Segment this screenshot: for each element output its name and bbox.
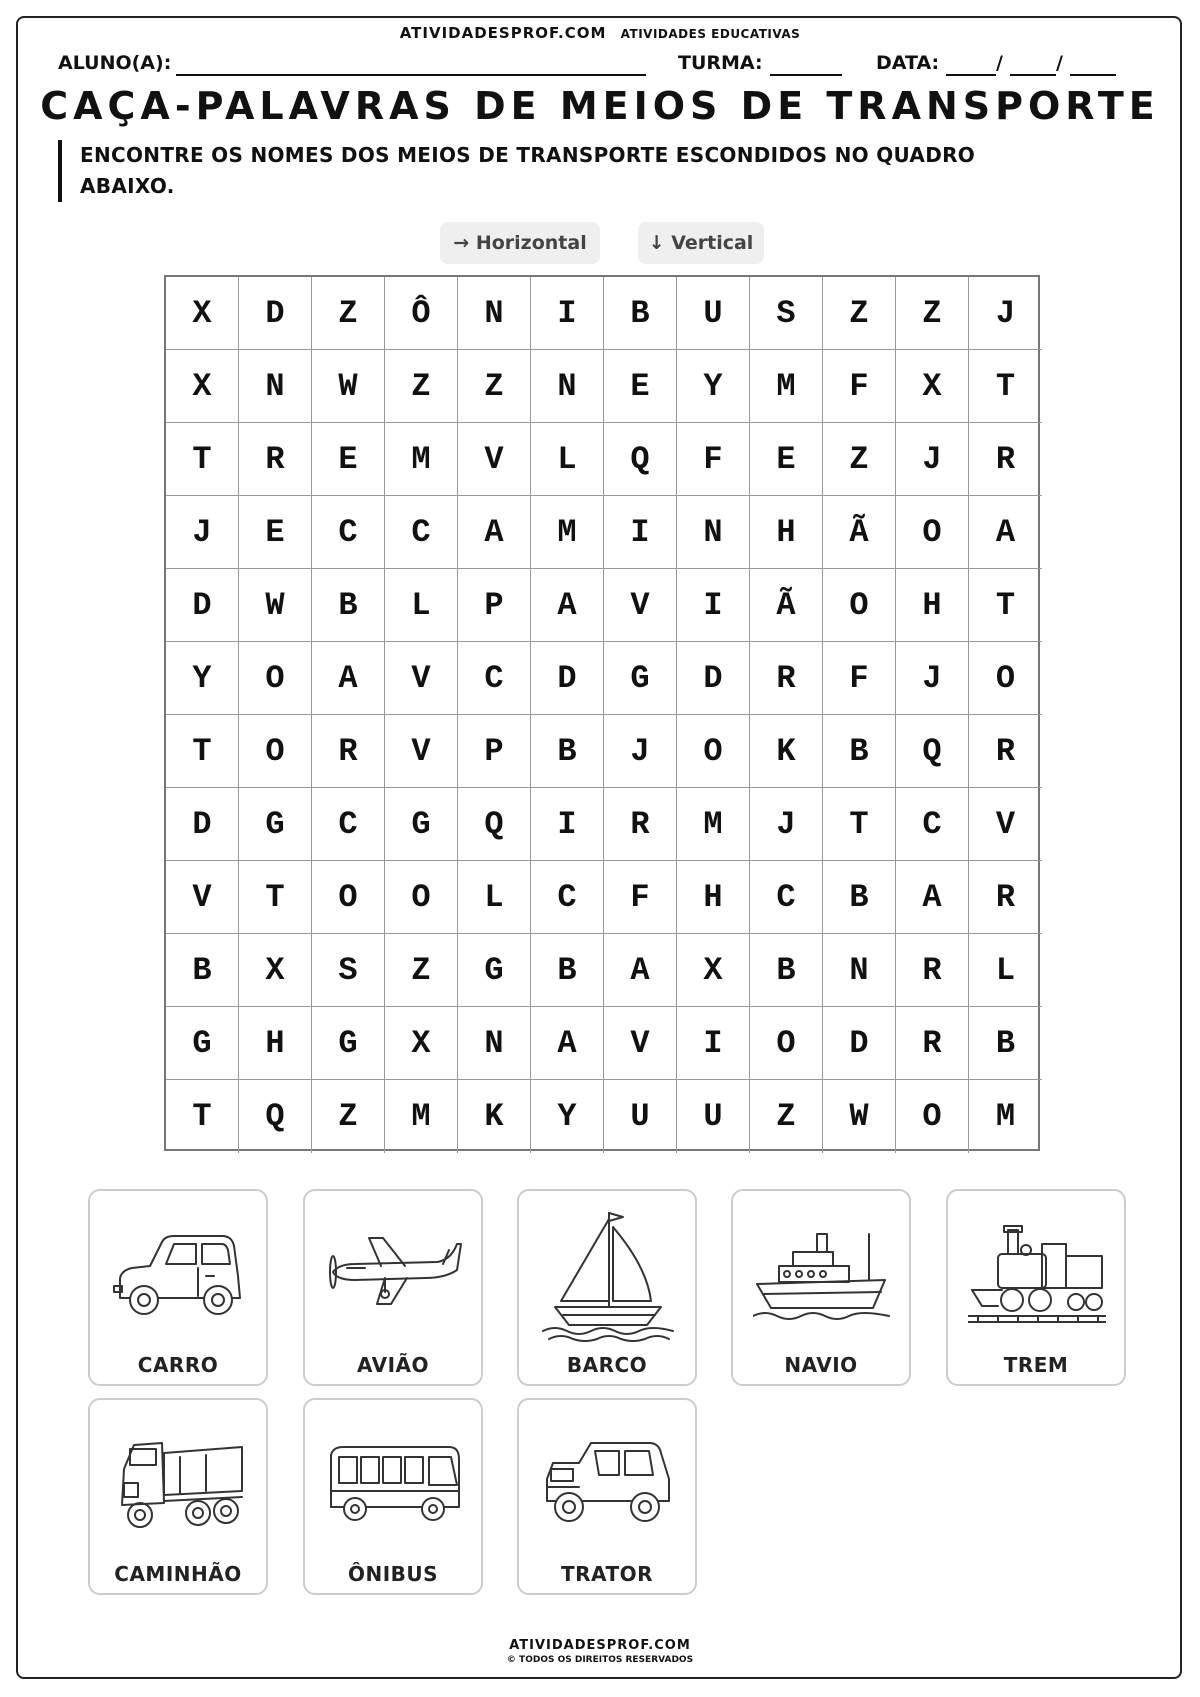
grid-cell[interactable]: I	[531, 277, 604, 350]
date-day-line[interactable]	[946, 74, 996, 76]
grid-cell[interactable]: T	[166, 1080, 239, 1153]
grid-cell[interactable]: Q	[458, 788, 531, 861]
grid-cell[interactable]: J	[896, 642, 969, 715]
grid-cell[interactable]: H	[239, 1007, 312, 1080]
grid-cell[interactable]: R	[896, 1007, 969, 1080]
truck-icon	[110, 1416, 248, 1552]
date-year-line[interactable]	[1070, 74, 1116, 76]
grid-cell[interactable]: Ã	[823, 496, 896, 569]
grid-cell[interactable]: R	[969, 715, 1042, 788]
grid-cell[interactable]: M	[531, 496, 604, 569]
date-sep-2: /	[1056, 52, 1063, 74]
grid-cell[interactable]: B	[312, 569, 385, 642]
grid-cell[interactable]: T	[823, 788, 896, 861]
grid-cell[interactable]: O	[239, 715, 312, 788]
vocab-card-label: CAMINHÃO	[114, 1562, 242, 1586]
grid-cell[interactable]: A	[604, 934, 677, 1007]
grid-cell[interactable]: O	[750, 1007, 823, 1080]
footer-rights: © TODOS OS DIREITOS RESERVADOS	[506, 1655, 694, 1665]
vocab-card-label: NAVIO	[784, 1353, 858, 1377]
turma-line[interactable]	[770, 74, 842, 76]
grid-cell[interactable]: M	[750, 350, 823, 423]
aluno-label: ALUNO(A):	[58, 52, 172, 74]
grid-cell[interactable]: P	[458, 715, 531, 788]
grid-cell[interactable]: Y	[677, 350, 750, 423]
grid-cell[interactable]: R	[239, 423, 312, 496]
grid-cell[interactable]: D	[166, 788, 239, 861]
grid-cell[interactable]: R	[896, 934, 969, 1007]
grid-cell[interactable]: W	[312, 350, 385, 423]
grid-cell[interactable]: V	[385, 642, 458, 715]
grid-cell[interactable]: X	[896, 350, 969, 423]
vocab-card	[88, 1398, 268, 1595]
vocab-card	[731, 1189, 911, 1386]
direction-horizontal-badge: → Horizontal	[440, 222, 600, 264]
word-search-grid	[164, 275, 1040, 1151]
grid-cell[interactable]: I	[677, 1007, 750, 1080]
grid-cell[interactable]: Ã	[750, 569, 823, 642]
grid-cell[interactable]: T	[969, 350, 1042, 423]
grid-cell[interactable]: L	[458, 861, 531, 934]
grid-cell[interactable]: X	[239, 934, 312, 1007]
grid-cell[interactable]: T	[166, 423, 239, 496]
date-sep-1: /	[996, 52, 1003, 74]
vocab-card	[303, 1189, 483, 1386]
grid-cell[interactable]: A	[896, 861, 969, 934]
grid-cell[interactable]: B	[969, 1007, 1042, 1080]
grid-cell[interactable]: V	[604, 569, 677, 642]
vocab-card-label: BARCO	[566, 1353, 648, 1377]
grid-cell[interactable]: O	[677, 715, 750, 788]
date-month-line[interactable]	[1010, 74, 1056, 76]
grid-cell[interactable]: W	[823, 1080, 896, 1153]
grid-cell[interactable]: B	[823, 715, 896, 788]
grid-cell[interactable]: E	[750, 423, 823, 496]
grid-cell[interactable]: F	[823, 642, 896, 715]
grid-cell[interactable]: V	[385, 715, 458, 788]
grid-cell[interactable]: U	[677, 277, 750, 350]
grid-cell[interactable]: O	[896, 1080, 969, 1153]
car-icon	[110, 1207, 248, 1343]
grid-cell[interactable]: G	[458, 934, 531, 1007]
grid-cell[interactable]: N	[531, 350, 604, 423]
grid-cell[interactable]: Y	[166, 642, 239, 715]
site-name: ATIVIDADESPROF.COM	[399, 24, 607, 42]
grid-cell[interactable]: C	[896, 788, 969, 861]
grid-cell[interactable]: G	[166, 1007, 239, 1080]
grid-cell[interactable]: I	[531, 788, 604, 861]
grid-cell[interactable]: Z	[896, 277, 969, 350]
grid-cell[interactable]: Z	[312, 1080, 385, 1153]
grid-cell[interactable]: O	[823, 569, 896, 642]
grid-cell[interactable]: Q	[896, 715, 969, 788]
grid-cell[interactable]: G	[385, 788, 458, 861]
grid-cell[interactable]: J	[750, 788, 823, 861]
grid-cell[interactable]: V	[458, 423, 531, 496]
vocab-card	[88, 1189, 268, 1386]
grid-cell[interactable]: B	[531, 934, 604, 1007]
site-header	[0, 24, 1200, 42]
grid-cell[interactable]: A	[531, 569, 604, 642]
page-title: CAÇA-PALAVRAS DE MEIOS DE TRANSPORTE	[40, 84, 1160, 128]
grid-cell[interactable]: M	[995, 1098, 1016, 1135]
vocab-card-label: AVIÃO	[356, 1353, 430, 1377]
turma-label: TURMA:	[678, 52, 763, 74]
grid-cell[interactable]: J	[604, 715, 677, 788]
grid-cell[interactable]: H	[896, 569, 969, 642]
grid-cell[interactable]: R	[750, 642, 823, 715]
direction-vertical-badge: ↓ Vertical	[638, 222, 764, 264]
grid-cell[interactable]: K	[458, 1080, 531, 1153]
grid-cell[interactable]: A	[969, 496, 1042, 569]
grid-cell[interactable]: R	[604, 788, 677, 861]
grid-cell[interactable]: Z	[750, 1080, 823, 1153]
sailboat-icon	[539, 1207, 677, 1343]
grid-cell[interactable]: M	[385, 423, 458, 496]
grid-cell[interactable]: I	[677, 569, 750, 642]
airplane-icon	[325, 1207, 463, 1343]
vocab-card-label: ÔNIBUS	[347, 1562, 439, 1586]
grid-cell[interactable]: X	[166, 277, 239, 350]
site-subtitle: ATIVIDADES EDUCATIVAS	[620, 27, 801, 41]
jeep-icon	[539, 1416, 677, 1552]
footer	[0, 1638, 1200, 1665]
aluno-line[interactable]	[176, 74, 646, 76]
grid-cell[interactable]: O	[312, 861, 385, 934]
grid-cell[interactable]: B	[604, 277, 677, 350]
grid-cell[interactable]: O	[969, 642, 1042, 715]
grid-cell[interactable]: W	[239, 569, 312, 642]
grid-cell[interactable]: B	[166, 934, 239, 1007]
train-icon	[968, 1207, 1106, 1343]
grid-cell[interactable]: X	[166, 350, 239, 423]
grid-cell[interactable]: V	[969, 788, 1042, 861]
grid-cell[interactable]: J	[896, 423, 969, 496]
vocab-card	[946, 1189, 1126, 1386]
grid-cell[interactable]: R	[969, 861, 1042, 934]
grid-cell[interactable]: L	[969, 934, 1042, 1007]
grid-cell[interactable]: K	[750, 715, 823, 788]
grid-cell[interactable]: N	[458, 1007, 531, 1080]
grid-cell[interactable]: S	[750, 277, 823, 350]
grid-cell[interactable]: J	[969, 277, 1042, 350]
grid-cell[interactable]: M	[677, 788, 750, 861]
grid-cell[interactable]: G	[604, 642, 677, 715]
grid-cell[interactable]: D	[531, 642, 604, 715]
grid-cell[interactable]: D	[823, 1007, 896, 1080]
grid-cell[interactable]: Ô	[385, 277, 458, 350]
grid-cell[interactable]: C	[458, 642, 531, 715]
grid-cell[interactable]: C	[385, 496, 458, 569]
grid-cell[interactable]: X	[385, 1007, 458, 1080]
bus-icon	[325, 1416, 463, 1552]
grid-cell[interactable]: E	[604, 350, 677, 423]
grid-cell[interactable]: O	[385, 861, 458, 934]
vocab-card-label: TRATOR	[560, 1562, 653, 1586]
grid-cell[interactable]: Z	[385, 350, 458, 423]
vocab-card	[517, 1398, 697, 1595]
grid-cell[interactable]: F	[677, 423, 750, 496]
grid-cell[interactable]: B	[823, 861, 896, 934]
grid-cell[interactable]: Y	[531, 1080, 604, 1153]
grid-cell[interactable]: T	[166, 715, 239, 788]
grid-cell[interactable]: Q	[239, 1080, 312, 1153]
vocab-card	[517, 1189, 697, 1386]
grid-cell[interactable]: U	[604, 1080, 677, 1153]
grid-cell[interactable]: J	[166, 496, 239, 569]
vocab-card-label: CARRO	[137, 1353, 219, 1377]
vocab-card	[303, 1398, 483, 1595]
grid-cell[interactable]: D	[239, 277, 312, 350]
grid-cell[interactable]: C	[531, 861, 604, 934]
grid-cell[interactable]: N	[458, 277, 531, 350]
grid-cell[interactable]: T	[969, 569, 1042, 642]
grid-cell[interactable]: P	[458, 569, 531, 642]
grid-cell[interactable]: V	[604, 1007, 677, 1080]
grid-cell[interactable]: B	[531, 715, 604, 788]
data-label: DATA:	[876, 52, 940, 74]
grid-cell[interactable]: Z	[458, 350, 531, 423]
grid-cell[interactable]: C	[750, 861, 823, 934]
grid-cell[interactable]: Z	[312, 277, 385, 350]
grid-cell[interactable]: H	[677, 861, 750, 934]
grid-cell[interactable]: A	[531, 1007, 604, 1080]
grid-cell[interactable]: E	[312, 423, 385, 496]
grid-cell[interactable]: F	[823, 350, 896, 423]
grid-cell[interactable]: V	[166, 861, 239, 934]
grid-cell[interactable]: S	[312, 934, 385, 1007]
grid-cell[interactable]: Z	[823, 423, 896, 496]
grid-cell[interactable]: M	[385, 1080, 458, 1153]
grid-cell[interactable]: O	[896, 496, 969, 569]
grid-cell[interactable]: N	[239, 350, 312, 423]
grid-cell[interactable]: Z	[823, 277, 896, 350]
grid-cell[interactable]: A	[312, 642, 385, 715]
grid-cell[interactable]: Q	[604, 423, 677, 496]
grid-cell[interactable]: F	[604, 861, 677, 934]
grid-cell[interactable]: E	[239, 496, 312, 569]
grid-cell[interactable]: C	[312, 496, 385, 569]
grid-cell[interactable]: L	[531, 423, 604, 496]
student-fields	[58, 52, 1148, 80]
grid-cell[interactable]: D	[677, 642, 750, 715]
grid-cell[interactable]: D	[166, 569, 239, 642]
grid-cell[interactable]: G	[312, 1007, 385, 1080]
grid-cell[interactable]: R	[312, 715, 385, 788]
vocab-card-label: TREM	[1003, 1353, 1069, 1377]
grid-cell[interactable]: L	[385, 569, 458, 642]
grid-cell[interactable]: T	[239, 861, 312, 934]
grid-cell[interactable]: N	[823, 934, 896, 1007]
grid-cell[interactable]: X	[677, 934, 750, 1007]
grid-cell[interactable]: I	[604, 496, 677, 569]
grid-cell[interactable]: G	[239, 788, 312, 861]
grid-cell[interactable]: B	[750, 934, 823, 1007]
instructions: ENCONTRE OS NOMES DOS MEIOS DE TRANSPORTE ESCONDIDOS NO QUADRO ABAIXO.	[58, 140, 1060, 202]
grid-cell[interactable]: C	[312, 788, 385, 861]
grid-cell[interactable]: O	[239, 642, 312, 715]
grid-cell[interactable]: R	[969, 423, 1042, 496]
grid-cell[interactable]: A	[458, 496, 531, 569]
grid-cell[interactable]: N	[677, 496, 750, 569]
grid-cell[interactable]: U	[677, 1080, 750, 1153]
grid-cell[interactable]: H	[750, 496, 823, 569]
grid-cell[interactable]: Z	[385, 934, 458, 1007]
footer-site: ATIVIDADESPROF.COM	[509, 1638, 691, 1653]
ship-icon	[753, 1207, 891, 1343]
